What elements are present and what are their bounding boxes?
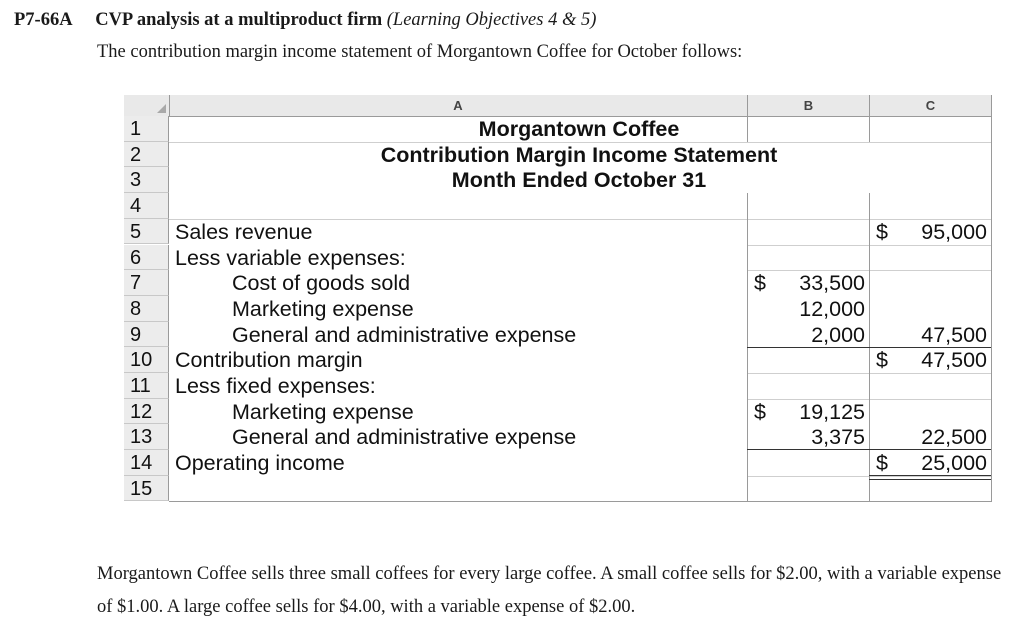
column-header-b[interactable]: B (748, 95, 870, 116)
statement-name: Contribution Margin Income Statement (380, 142, 778, 167)
value-operating-income: 25,000 (921, 451, 987, 476)
gridline (991, 95, 992, 501)
problem-title: CVP analysis at a multiproduct firm (95, 10, 383, 30)
row-number[interactable]: 15 (124, 476, 169, 502)
row-number[interactable]: 10 (124, 347, 169, 373)
row-number[interactable]: 7 (124, 270, 169, 296)
label-cogs: Cost of goods sold (232, 271, 411, 296)
problem-number: P7-66A (14, 10, 73, 30)
row-number[interactable]: 11 (124, 373, 169, 399)
dollar-sign: $ (876, 348, 888, 373)
dollar-sign: $ (876, 451, 888, 476)
row-number[interactable]: 8 (124, 296, 169, 322)
dollar-sign: $ (754, 271, 766, 296)
label-operating-income: Operating income (175, 451, 345, 476)
row-number[interactable]: 13 (124, 424, 169, 450)
gridline (169, 501, 992, 502)
select-all-corner[interactable] (124, 95, 170, 116)
label-var-ga: General and administrative expense (232, 322, 577, 347)
problem-footer: Morgantown Coffee sells three small coffees for every large coffee. A small coffee sells for $2.00, with a variable expense of $1.00. A large coffee sells for $4.00, with a variable expense of $2.00. (97, 564, 1002, 617)
dollar-sign: $ (876, 219, 888, 244)
row-number[interactable]: 2 (124, 142, 169, 168)
row-number[interactable]: 4 (124, 193, 169, 219)
single-underline (747, 449, 869, 450)
column-header-row (124, 95, 992, 117)
label-less-variable: Less variable expenses: (175, 245, 406, 270)
row-number[interactable]: 5 (124, 219, 169, 245)
label-contribution-margin: Contribution margin (175, 348, 363, 373)
value-var-marketing: 12,000 (799, 296, 865, 321)
problem-heading (14, 10, 596, 31)
row-number[interactable]: 3 (124, 167, 169, 193)
company-name: Morgantown Coffee (478, 117, 680, 141)
label-fix-marketing: Marketing expense (232, 399, 414, 424)
row-number[interactable]: 9 (124, 322, 169, 348)
label-sales-revenue: Sales revenue (175, 219, 313, 244)
row-number[interactable]: 1 (124, 116, 169, 142)
value-fix-marketing: 19,125 (799, 399, 865, 424)
row-number[interactable]: 12 (124, 399, 169, 425)
column-header-c[interactable]: C (925, 98, 936, 113)
row-number[interactable]: 14 (124, 450, 169, 476)
label-less-fixed: Less fixed expenses: (175, 374, 376, 398)
single-underline (869, 449, 991, 450)
column-header-a[interactable]: A (169, 95, 748, 116)
value-total-variable: 47,500 (921, 322, 987, 347)
single-underline (747, 347, 869, 348)
dollar-sign: $ (754, 399, 766, 424)
problem-intro: The contribution margin income statement of Morgantown Coffee for October follows: (97, 42, 743, 62)
row-number[interactable]: 6 (124, 245, 169, 271)
label-fix-ga: General and administrative expense (232, 425, 577, 450)
single-underline (869, 347, 991, 348)
value-contribution-margin: 47,500 (921, 348, 987, 373)
value-fix-ga: 3,375 (811, 425, 865, 450)
learning-objectives: (Learning Objectives 4 & 5) (386, 10, 597, 30)
value-total-fixed: 22,500 (921, 425, 987, 450)
statement-period: Month Ended October 31 (451, 168, 707, 193)
double-underline (869, 475, 991, 480)
spreadsheet (124, 95, 992, 501)
label-var-marketing: Marketing expense (232, 296, 414, 321)
value-var-ga: 2,000 (811, 322, 865, 347)
value-sales-revenue: 95,000 (921, 219, 987, 244)
value-cogs: 33,500 (799, 271, 865, 296)
